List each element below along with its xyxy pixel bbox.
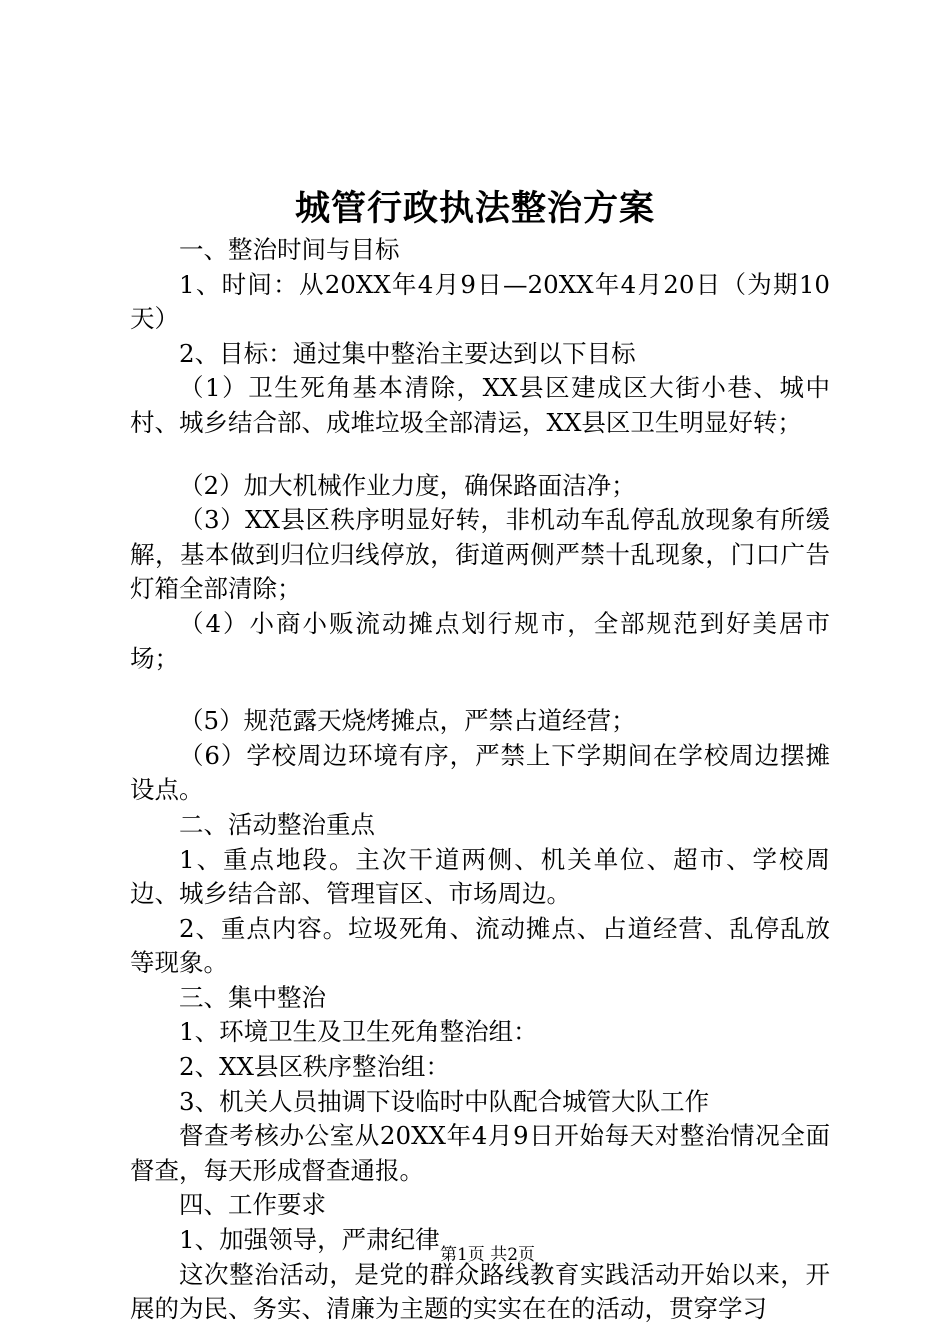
section-heading-4: 四、工作要求 xyxy=(179,1190,326,1220)
section-heading-1: 一、整治时间与目标 xyxy=(179,235,400,264)
goal-item-1: （1）卫生死角基本清除，XX县区建成区大街小巷、城中村、城乡结合部、成堆垃圾全部清运，XX县区卫生明显好转； xyxy=(130,373,830,437)
page-footer: 第1页 共2页 xyxy=(439,1245,536,1265)
section-heading-2: 二、活动整治重点 xyxy=(179,809,375,839)
paragraph-inspection: 督查考核办公室从20XX年4月9日开始每天对整治情况全面督查，每天形成督查通报。 xyxy=(130,1121,830,1185)
paragraph-time: 1、时间：从20XX年4月9日—20XX年4月20日（为期10天） xyxy=(130,269,830,334)
goal-item-6: （6）学校周边环境有序，严禁上下学期间在学校周边摆摊设点。 xyxy=(130,740,830,805)
section-heading-3: 三、集中整治 xyxy=(179,982,326,1012)
goal-item-3: （3）XX县区秩序明显好转，非机动车乱停乱放现象有所缓解，基本做到归位归线停放，街道两侧严禁十乱现象，门口广告灯箱全部清除； xyxy=(130,505,830,604)
document-title: 城管行政执法整治方案 xyxy=(294,188,655,229)
paragraph-group-3: 3、机关人员抽调下设临时中队配合城管大队工作 xyxy=(179,1086,710,1116)
goal-item-5: （5）规范露天烧烤摊点，严禁占道经营； xyxy=(179,706,636,736)
paragraph-goal: 2、目标：通过集中整治主要达到以下目标 xyxy=(179,338,636,368)
blank-line xyxy=(130,676,830,704)
goal-item-2: （2）加大机械作业力度，确保路面洁净； xyxy=(179,470,636,500)
paragraph-leadership: 1、加强领导，严肃纪律 xyxy=(179,1225,440,1255)
goal-item-4: （4）小商小贩流动摊点划行规市，全部规范到好美居市场； xyxy=(130,608,830,673)
paragraph-group-1: 1、环境卫生及卫生死角整治组： xyxy=(179,1017,538,1047)
paragraph-key-content: 2、重点内容。垃圾死角、流动摊点、占道经营、乱停乱放等现象。 xyxy=(130,913,830,978)
blank-line xyxy=(130,441,830,469)
document-body xyxy=(130,233,830,1327)
paragraph-activity: 这次整治活动，是党的群众路线教育实践活动开始以来，开展的为民、务实、清廉为主题的实实在在的活动，贯穿学习 xyxy=(130,1259,830,1324)
paragraph-key-areas: 1、重点地段。主次干道两侧、机关单位、超市、学校周边、城乡结合部、管理盲区、市场周边。 xyxy=(130,844,830,909)
paragraph-group-2: 2、XX县区秩序整治组： xyxy=(179,1052,450,1082)
